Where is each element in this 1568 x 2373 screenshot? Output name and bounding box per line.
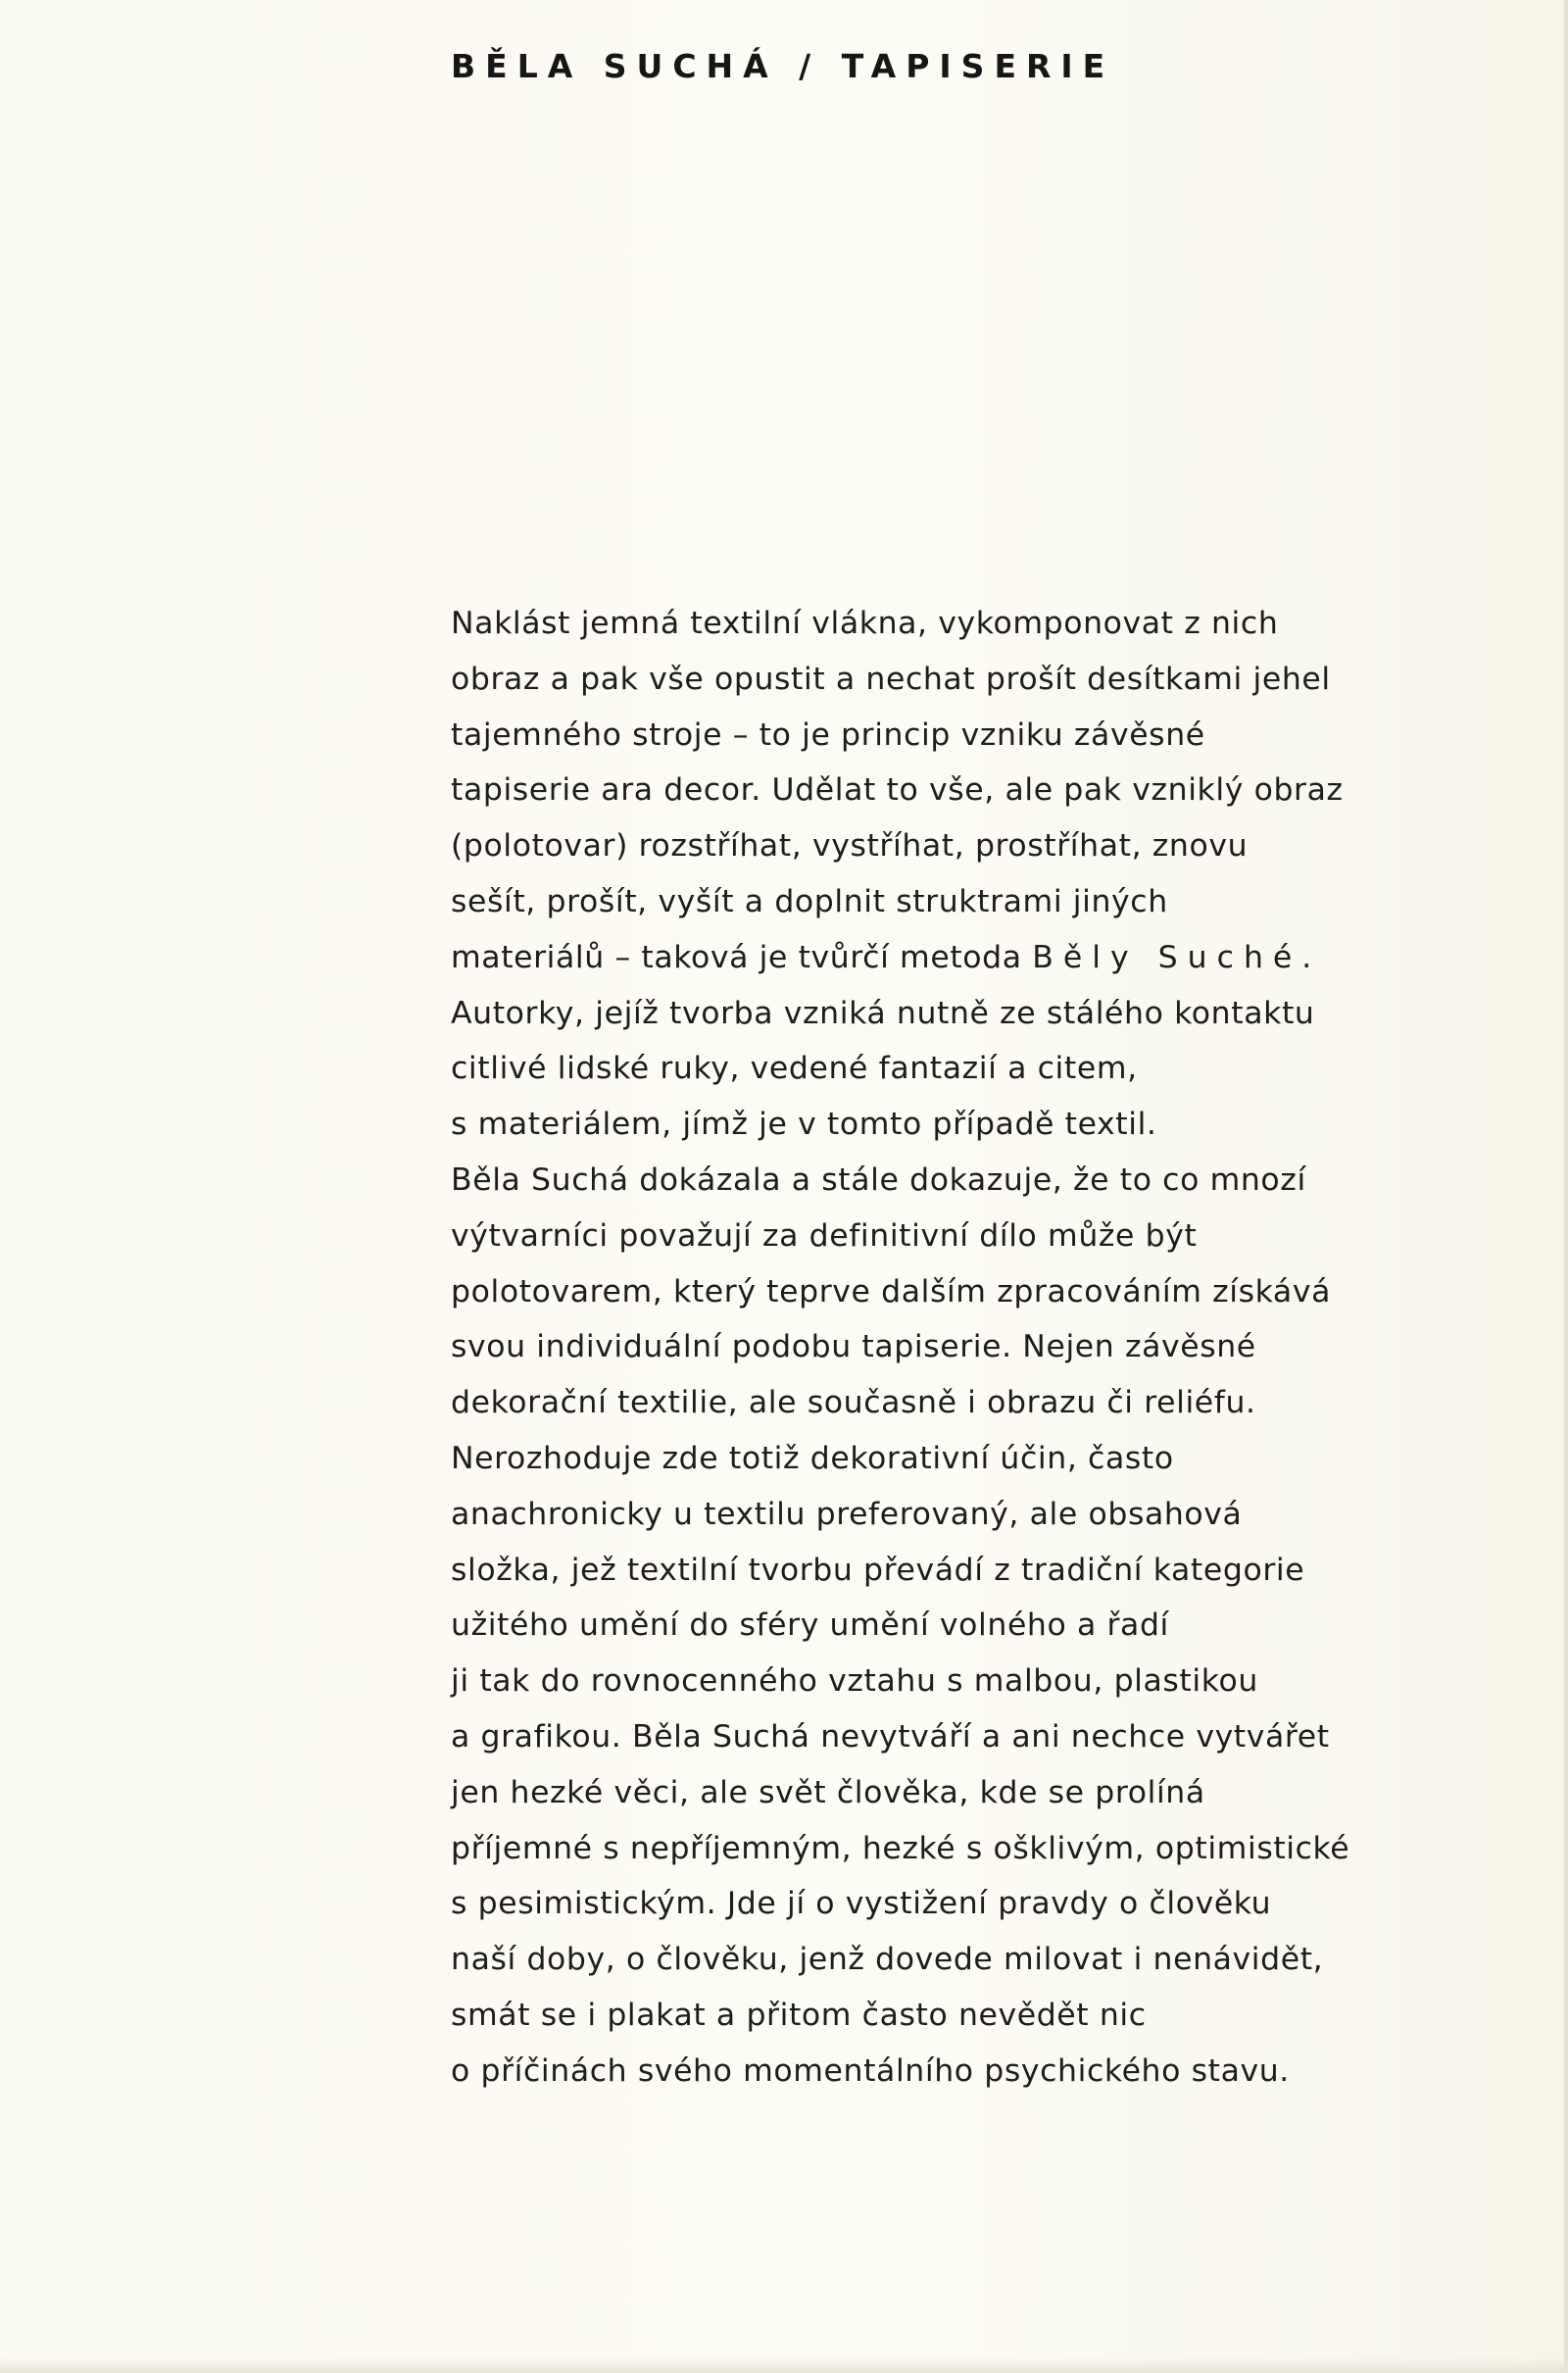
- page-edge: [1564, 0, 1568, 2373]
- text-line: Naklást jemná textilní vlákna, vykomponovat z nich: [451, 606, 1279, 641]
- text-line: tajemného stroje – to je princip vzniku závěsné: [451, 717, 1205, 753]
- text-line: o příčinách svého momentálního psychického stavu.: [451, 2052, 1290, 2089]
- text-line: svou individuální podobu tapiserie. Nejen závěsné: [451, 1329, 1256, 1365]
- text-line: a grafikou. Běla Suchá nevytváří a ani nechce vytvářet: [451, 1718, 1330, 1755]
- text-line: Nerozhoduje zde totiž dekorativní účin, často: [451, 1440, 1174, 1476]
- text-line: dekorační textilie, ale současně i obrazu či reliéfu.: [451, 1385, 1256, 1421]
- text-line: s materiálem, jímž je v tomto případě textil.: [451, 1107, 1157, 1143]
- text-line: naší doby, o člověku, jenž dovede milovat i nenávidět,: [451, 1942, 1324, 1978]
- text-line: příjemné s nepříjemným, hezké s ošklivým, optimistické: [451, 1830, 1350, 1866]
- text-line: [451, 930, 1490, 986]
- page-header-title: BĚLA SUCHÁ / TAPISERIE: [451, 47, 1115, 85]
- text-line: jen hezké věci, ale svět člověka, kde se prolíná: [451, 1774, 1205, 1810]
- text-line: obraz a pak vše opustit a nechat prošít desítkami jehel: [451, 661, 1331, 697]
- text-line: polotovarem, který teprve dalším zpracováním získává: [451, 1273, 1331, 1310]
- text-line: (polotovar) rozstříhat, vystříhat, prostříhat, znovu: [451, 828, 1249, 865]
- text-line: Autorky, jejíž tvorba vzniká nutně ze stálého kontaktu: [451, 995, 1315, 1031]
- text-line: smát se i plakat a přitom často nevědět nic: [451, 1997, 1147, 2033]
- text-line: citlivé lidské ruky, vedené fantazií a citem,: [451, 1051, 1138, 1087]
- text-line: Běla Suchá dokázala a stále dokazuje, že to co mnozí: [451, 1162, 1306, 1198]
- body-text-block: [451, 596, 1490, 2100]
- text-line: ji tak do rovnocenného vztahu s malbou, plastikou: [451, 1663, 1258, 1700]
- text-line: složka, jež textilní tvorbu převádí z tradiční kategorie: [451, 1552, 1305, 1588]
- text-line: sešít, prošít, vyšít a doplnit struktrami jiných: [451, 883, 1168, 919]
- text-line: užitého umění do sféry umění volného a řadí: [451, 1607, 1169, 1644]
- text-line: výtvarníci považují za definitivní dílo může být: [451, 1217, 1198, 1254]
- text-line: anachronicky u textilu preferovaný, ale obsahová: [451, 1496, 1243, 1532]
- page-bottom-shadow: [0, 2357, 1568, 2373]
- text-line: s pesimistickým. Jde jí o vystižení pravdy o člověku: [451, 1886, 1272, 1922]
- text-line: tapiserie ara decor. Udělat to vše, ale pak vzniklý obraz: [451, 772, 1344, 809]
- author-name-spaced: Běly Suché.: [1032, 939, 1322, 975]
- text-line-start: materiálů – taková je tvůrčí metoda: [451, 939, 1022, 975]
